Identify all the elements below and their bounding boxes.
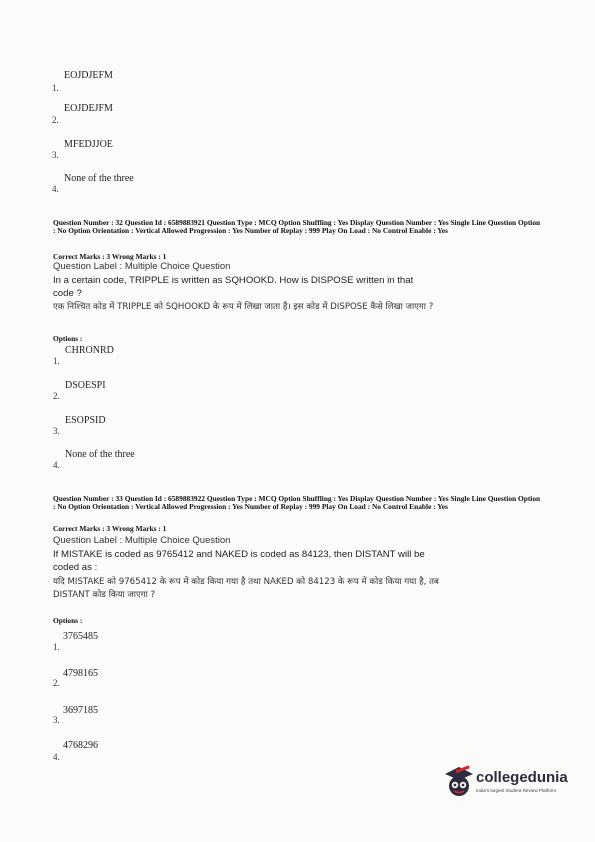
q32-option-4-number: 4. [53, 460, 60, 470]
q33-option-1-number: 1. [53, 642, 60, 652]
prev-option-3-number: 3. [52, 150, 59, 160]
q33-option-3-text: 3697185 [63, 705, 98, 716]
prev-option-2-number: 2. [52, 115, 59, 125]
q33-question-english: If MISTAKE is coded as 9765412 and NAKED is coded as 84123, then DISTANT will be coded as : [53, 549, 425, 573]
q32-options-header: Options : [53, 334, 83, 343]
logo-tagline: India's largest Student Review Platform [476, 788, 557, 793]
prev-option-4-text: None of the three [64, 173, 134, 184]
q32-question-hindi: एक निश्चित कोड में TRIPPLE को SQHOOKD के रूप में लिखा जाता है। इस कोड में DISPOSE कैसे लिखा जाएगा ? [53, 302, 434, 312]
q32-option-1-number: 1. [53, 356, 60, 366]
q32-marks: Correct Marks : 3 Wrong Marks : 1 [53, 252, 167, 261]
q32-question-english: In a certain code, TRIPPLE is written as SQHOOKD. How is DISPOSE written in that code ? [53, 275, 414, 299]
prev-option-4-number: 4. [52, 184, 59, 194]
q33-option-1-text: 3765485 [63, 631, 98, 642]
q32-option-1-text: CHRONRD [65, 345, 114, 356]
q33-metadata: Question Number : 33 Question Id : 6589883922 Question Type : MCQ Option Shuffling : Yes Display Question Number : Yes Single Line Question Option : No Option Orientation : Vertical Allowed Progression : Yes Number of Replay : 999 Play On Load : No Control Enable : Yes [53, 494, 541, 512]
q33-option-2-text: 4798165 [63, 668, 98, 679]
q32-option-3-number: 3. [53, 426, 60, 436]
q33-options-header: Options : [53, 616, 83, 625]
q33-question-hindi: यदि MISTAKE को 9765412 के रूप में कोड किया गया है तथा NAKED को 84123 के रूप में कोड किया गया है, तब DISTANT कोड किया जाएगा ? [53, 577, 439, 600]
q32-option-4-text: None of the three [65, 449, 135, 460]
q33-option-4-text: 4768296 [63, 740, 98, 751]
prev-option-1-number: 1. [52, 83, 59, 93]
collegedunia-logo [442, 764, 568, 802]
q32-option-2-text: DSOESPI [65, 380, 106, 391]
q33-option-3-number: 3. [53, 715, 60, 725]
q33-marks: Correct Marks : 3 Wrong Marks : 1 [53, 524, 167, 533]
mascot-icon [442, 764, 476, 800]
q33-option-4-number: 4. [53, 752, 60, 762]
logo-name: collegedunia [476, 769, 568, 786]
q32-label: Question Label : Multiple Choice Question [53, 261, 231, 272]
q33-option-2-number: 2. [53, 678, 60, 688]
q33-label: Question Label : Multiple Choice Question [53, 535, 231, 546]
prev-option-3-text: MFEDJJOE [64, 139, 113, 150]
q32-option-2-number: 2. [53, 391, 60, 401]
q32-metadata: Question Number : 32 Question Id : 6589883921 Question Type : MCQ Option Shuffling : Yes Display Question Number : Yes Single Line Question Option : No Option Orientation : Vertical Allowed Progression : Yes Number of Replay : 999 Play On Load : No Control Enable : Yes [53, 218, 541, 236]
prev-option-1-text: EOJDJEFM [64, 70, 113, 81]
prev-option-2-text: EOJDEJFM [64, 103, 113, 114]
q32-option-3-text: ESOPSID [65, 415, 106, 426]
